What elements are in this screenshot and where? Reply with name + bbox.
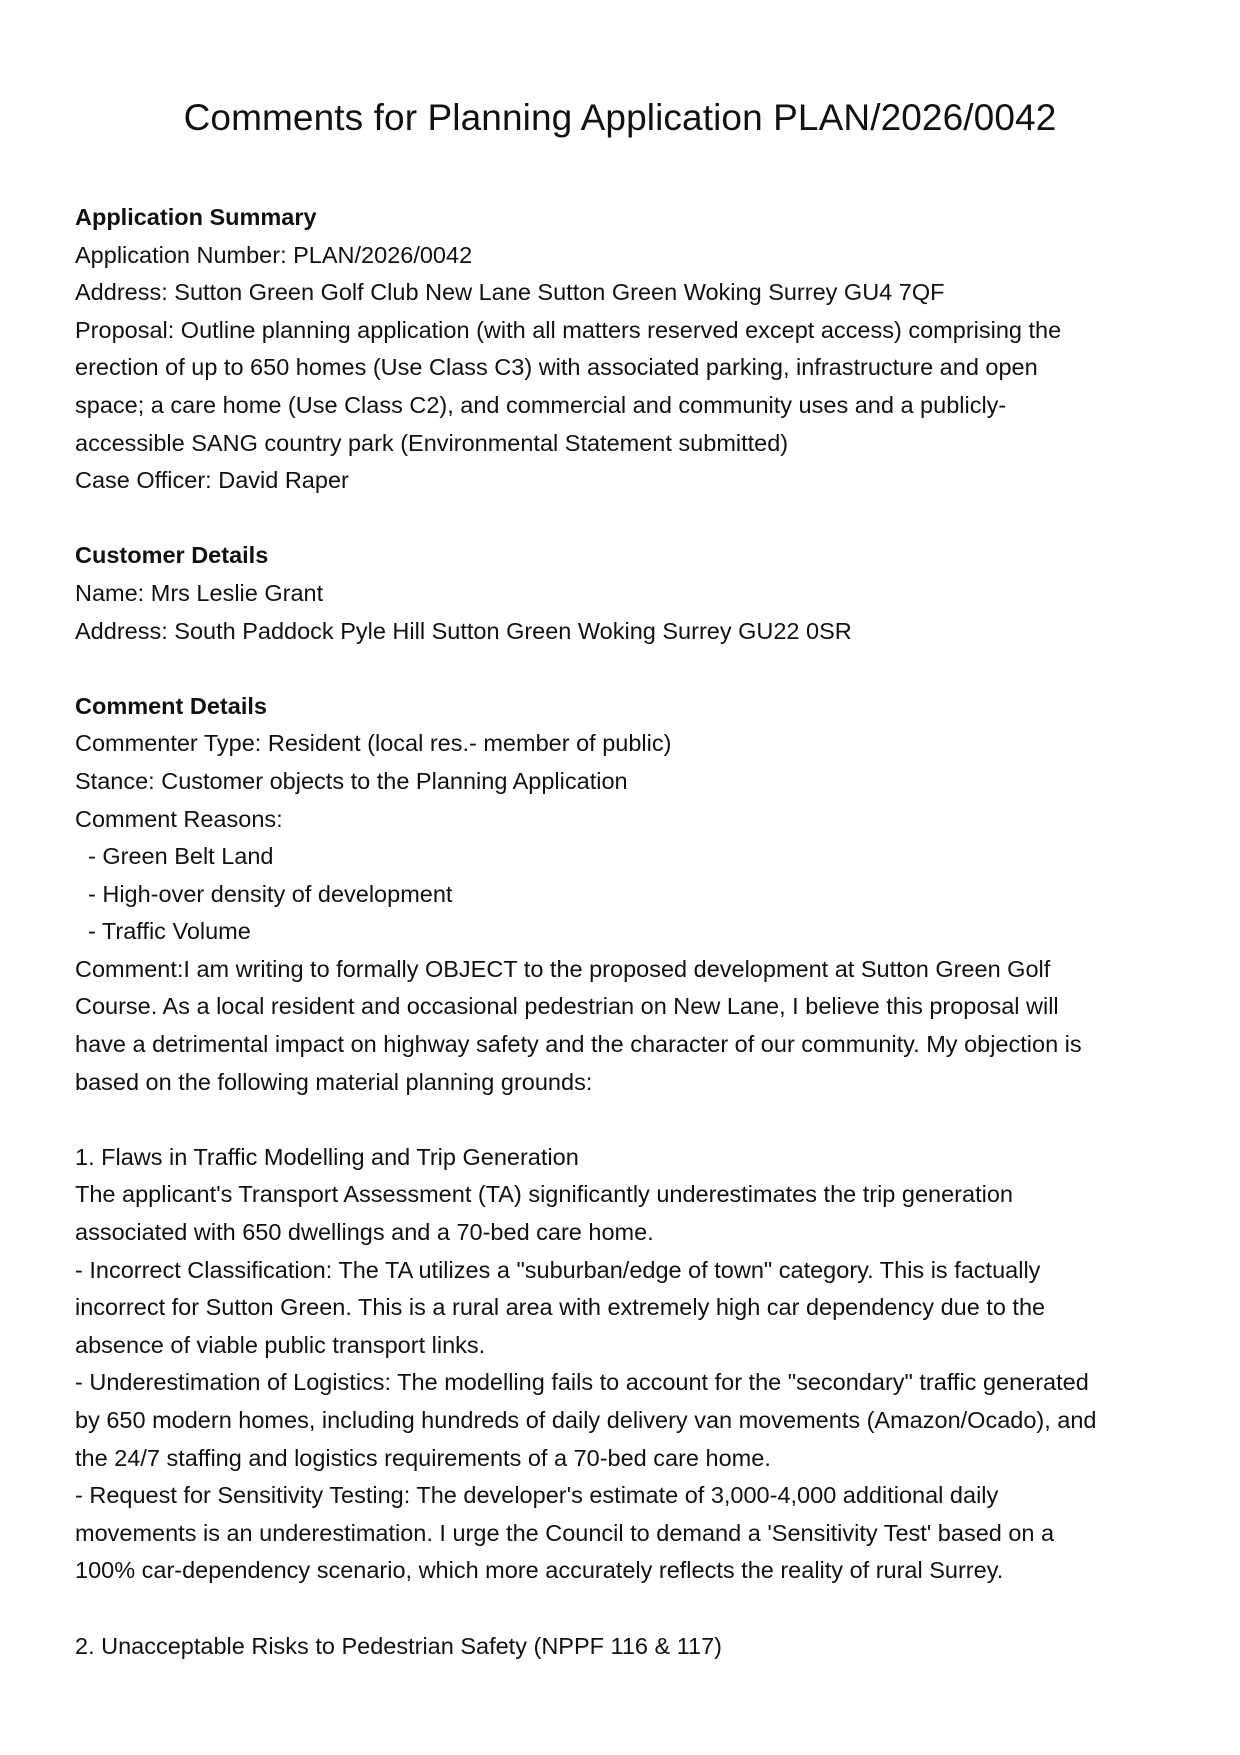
comment-text-line: based on the following material planning grounds: [75,1068,593,1095]
comment-reason-item: - Traffic Volume [88,918,251,945]
comment-reasons-label: Comment Reasons: [75,805,283,832]
section-1-line: movements is an underestimation. I urge the Council to demand a 'Sensitivity Test' based on a [75,1519,1055,1546]
application-number: Application Number: PLAN/2026/0042 [75,241,473,268]
section-1-line: associated with 650 dwellings and a 70-bed care home. [75,1219,654,1246]
stance: Stance: Customer objects to the Planning Application [75,767,628,794]
customer-address: Address: South Paddock Pyle Hill Sutton Green Woking Surrey GU22 0SR [75,617,852,644]
comment-text-line: Course. As a local resident and occasional pedestrian on New Lane, I believe this proposal will [75,993,1059,1020]
comment-text-line: have a detrimental impact on highway safety and the character of our community. My objection is [75,1031,1082,1058]
spacer [75,1101,1175,1139]
section-1-line: absence of viable public transport links. [75,1331,486,1358]
spacer [75,1590,1175,1628]
section-2-heading: 2. Unacceptable Risks to Pedestrian Safety (NPPF 116 & 117) [75,1632,723,1659]
case-officer: Case Officer: David Raper [75,467,349,494]
section-1-heading: 1. Flaws in Traffic Modelling and Trip Generation [75,1143,579,1170]
page-title: Comments for Planning Application PLAN/2026/0042 [183,97,1057,138]
commenter-type: Commenter Type: Resident (local res.- member of public) [75,730,672,757]
comment-text-line: Comment:I am writing to formally OBJECT to the proposed development at Sutton Green Golf [75,955,1051,982]
proposal-line: erection of up to 650 homes (Use Class C3) with associated parking, infrastructure and open [75,354,1038,381]
proposal-line: Proposal: Outline planning application (with all matters reserved except access) comprising the [75,316,1062,343]
comment-reason-item: - High-over density of development [88,880,453,907]
comment-details-heading: Comment Details [75,692,267,719]
customer-details-heading: Customer Details [75,542,269,569]
section-1-line: - Request for Sensitivity Testing: The developer's estimate of 3,000-4,000 additional daily [75,1482,999,1509]
spacer [75,650,1175,688]
customer-name: Name: Mrs Leslie Grant [75,579,324,606]
spacer [75,500,1175,538]
section-1-line: by 650 modern homes, including hundreds of daily delivery van movements (Amazon/Ocado), and [75,1407,1097,1433]
section-1-line: - Incorrect Classification: The TA utilizes a "suburban/edge of town" category. This is factually [75,1256,1041,1283]
application-summary-heading: Application Summary [75,204,317,230]
section-1-line: incorrect for Sutton Green. This is a rural area with extremely high car dependency due to the [75,1294,1046,1321]
document-body [75,199,1175,1665]
comment-reason-item: - Green Belt Land [88,843,274,870]
section-1-line: the 24/7 staffing and logistics requirements of a 70-bed care home. [75,1444,771,1471]
section-1-line: 100% car-dependency scenario, which more accurately reflects the reality of rural Surrey. [75,1557,1004,1584]
proposal-line: space; a care home (Use Class C2), and commercial and community uses and a publicly- [75,391,1007,418]
application-address: Address: Sutton Green Golf Club New Lane Sutton Green Woking Surrey GU4 7QF [75,279,945,306]
section-1-line: The applicant's Transport Assessment (TA) significantly underestimates the trip generation [75,1181,1013,1208]
section-1-line: - Underestimation of Logistics: The modelling fails to account for the "secondary" traffic generated [75,1369,1089,1396]
proposal-line: accessible SANG country park (Environmental Statement submitted) [75,429,789,456]
